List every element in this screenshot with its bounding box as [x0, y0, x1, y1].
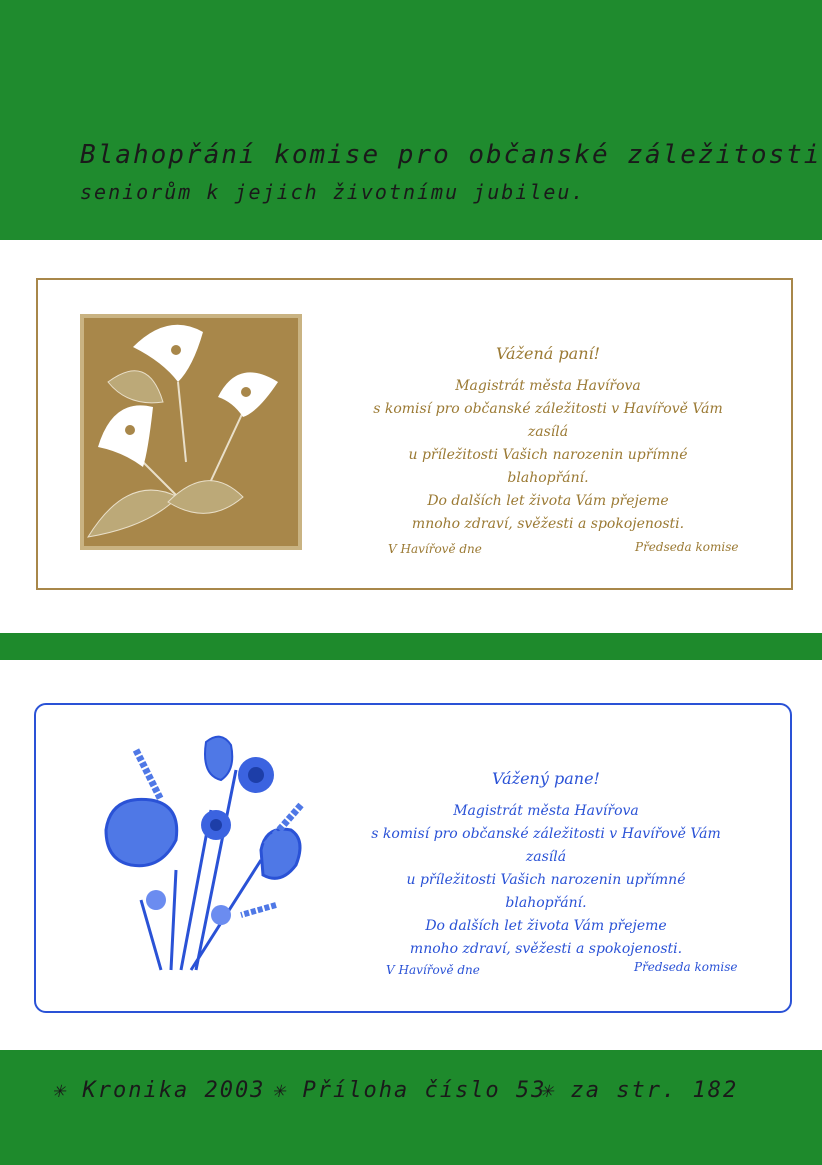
- body-line: Magistrát města Havířova: [453, 803, 639, 819]
- calla-lily-illustration: [68, 312, 304, 552]
- body-line: u příležitosti Vašich narozenin upřímné blahopřání.: [406, 872, 686, 911]
- card-female-body: [368, 342, 728, 536]
- card-male-body: [366, 767, 726, 961]
- white-panel-bottom: [0, 660, 822, 1050]
- header-handwritten-line-1: Blahopřání komise pro občanské záležitosti: [80, 140, 822, 170]
- greeting-card-male: [34, 703, 792, 1013]
- body-line: Do dalších let života Vám přejeme: [427, 493, 669, 509]
- body-line: mnoho zdraví, svěžesti a spokojenosti.: [409, 941, 683, 957]
- body-line: Magistrát města Havířova: [455, 378, 641, 394]
- signature-label: Předseda komise: [635, 540, 739, 554]
- place-date-label: V Havířově dne: [386, 963, 480, 977]
- place-date-label: V Havířově dne: [388, 542, 482, 556]
- signature-label: Předseda komise: [634, 960, 738, 974]
- body-line: Do dalších let života Vám přejeme: [425, 918, 667, 934]
- greeting-male: Vážený pane!: [492, 769, 600, 788]
- body-line: u příležitosti Vašich narozenin upřímné blahopřání.: [408, 447, 688, 486]
- white-panel-top: [0, 240, 822, 633]
- footer-note-attachment: ✳ Příloha číslo 53: [272, 1078, 547, 1103]
- body-line: mnoho zdraví, svěžesti a spokojenosti.: [411, 516, 685, 532]
- top-green-band: [0, 0, 822, 240]
- greeting-female: Vážená paní!: [495, 344, 601, 363]
- footer-note-page: ✳ za str. 182: [540, 1078, 739, 1103]
- green-divider-stripe: [0, 633, 822, 660]
- header-handwritten-line-2: seniorům k jejich životnímu jubileu.: [80, 180, 586, 204]
- body-line: s komisí pro občanské záležitosti v Havířově Vám zasílá: [373, 401, 723, 440]
- body-line: s komisí pro občanské záležitosti v Havířově Vám zasílá: [371, 826, 721, 865]
- footer-note-chronicle: ✳ Kronika 2003: [52, 1078, 266, 1103]
- bottom-green-band: [0, 1050, 822, 1165]
- greeting-card-female: [36, 278, 793, 590]
- cornflower-poppy-illustration: [101, 730, 321, 975]
